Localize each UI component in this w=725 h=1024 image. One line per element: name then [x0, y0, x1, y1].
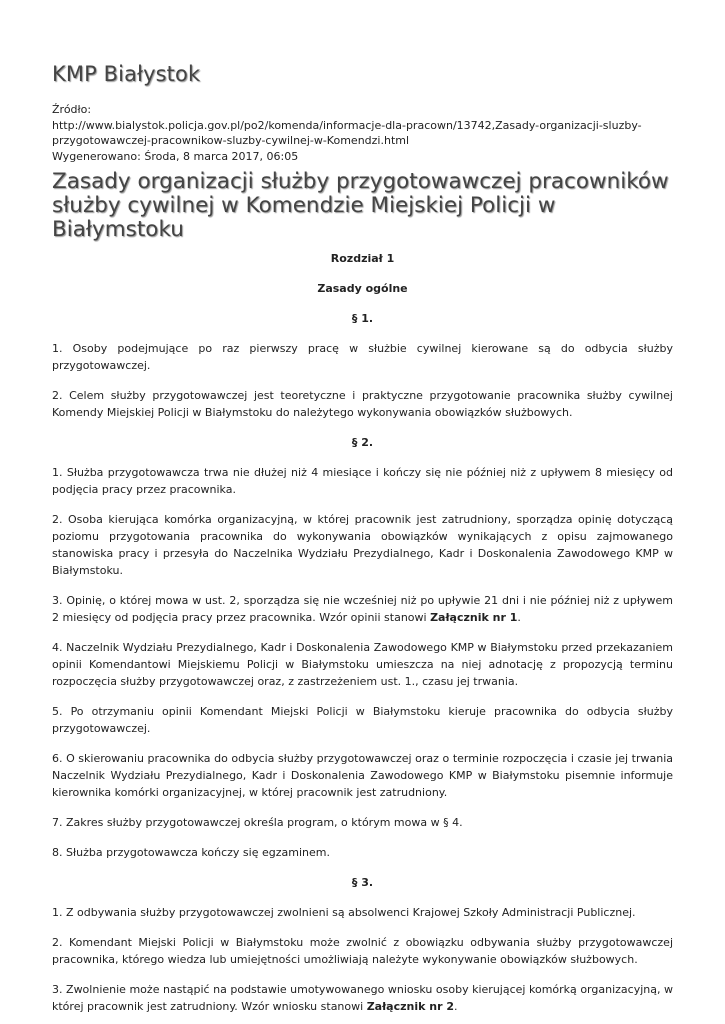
document-content: [52, 250, 673, 1015]
paragraph: 1. Osoby podejmujące po raz pierwszy pracę w służbie cywilnej kierowane są do odbycia służby przygotowawczej.: [52, 342, 673, 372]
source-label: Źródło:: [52, 103, 92, 116]
source-info: [52, 102, 677, 164]
paragraph: 1. Służba przygotowawcza trwa nie dłużej niż 4 miesiące i kończy się nie później niż z upływem 8 miesięcy od podjęcia pracy przez pracownika.: [52, 466, 673, 496]
section-heading: § 1.: [351, 312, 374, 325]
paragraph: 5. Po otrzymaniu opinii Komendant Miejski Policji w Białymstoku kieruje pracownika do odbycia służby przygotowawczej.: [52, 705, 673, 735]
chapter-title: Zasady ogólne: [317, 282, 408, 295]
paragraph-suffix: .: [517, 611, 521, 624]
paragraph: [52, 592, 673, 626]
paragraph-suffix: .: [454, 1000, 458, 1013]
paragraph: 7. Zakres służby przygotowawczej określa program, o którym mowa w § 4.: [52, 816, 463, 829]
site-title: KMP Białystok: [52, 62, 201, 86]
paragraph: 2. Celem służby przygotowawczej jest teoretyczne i praktyczne przygotowanie pracownika służby cywilnej Komendy Miejskiej Policji w Białymstoku do należytego wykonywania obowiązków służbowych.: [52, 389, 673, 419]
generated-date: Wygenerowano: Środa, 8 marca 2017, 06:05: [52, 149, 299, 163]
paragraph-text: 3. Zwolnienie może nastąpić na podstawie umotywowanego wniosku osoby kierującej komórką organizacyjną, w której pracownik jest zatrudniony. Wzór wniosku stanowi: [52, 983, 673, 1013]
document-title: Zasady organizacji służby przygotowawczej pracowników służby cywilnej w Komendzie Miejskiej Policji w Białymstoku: [52, 169, 669, 242]
source-url[interactable]: http://www.bialystok.policja.gov.pl/po2/komenda/informacje-dla-pracown/13742,Zasady-organizacji-sluzby-przygotowawczej-pracownikow-sluzby-cywilnej-w-Komendzi.html: [52, 118, 642, 147]
paragraph: 2. Osoba kierująca komórka organizacyjną, w której pracownik jest zatrudniony, sporządza opinię dotyczącą poziomu przygotowania pracownika do wykonywania obowiązków wynikających z opisu zajmowanego stanowiska pracy i przesyła do Naczelnika Wydziału Prezydialnego, Kadr i Doskonalenia Zawodowego KMP w Białymstoku.: [52, 513, 673, 577]
section-heading: § 2.: [351, 436, 374, 449]
section-heading: § 3.: [351, 876, 374, 889]
chapter-heading: Rozdział 1: [330, 252, 395, 265]
paragraph: [52, 981, 673, 1015]
attachment-reference: Załącznik nr 1: [430, 611, 518, 624]
paragraph: 8. Służba przygotowawcza kończy się egzaminem.: [52, 846, 330, 859]
paragraph: 2. Komendant Miejski Policji w Białymstoku może zwolnić z obowiązku odbywania służby przygotowawczej pracownika, którego wiedza lub umiejętności umożliwiają należyte wykonywanie obowiązków służbowych.: [52, 936, 673, 966]
paragraph-text: 3. Opinię, o której mowa w ust. 2, sporządza się nie wcześniej niż po upływie 21 dni i nie później niż z upływem 2 miesięcy od podjęcia pracy przez pracownika. Wzór opinii stanowi: [52, 594, 673, 624]
paragraph: 4. Naczelnik Wydziału Prezydialnego, Kadr i Doskonalenia Zawodowego KMP w Białymstoku przed przekazaniem opinii Komendantowi Miejskiemu Policji w Białymstoku umieszcza na niej adnotację z propozycją terminu rozpoczęcia służby przygotowawczej oraz, z zastrzeżeniem ust. 1., czasu jej trwania.: [52, 641, 673, 688]
paragraph: 1. Z odbywania służby przygotowawczej zwolnieni są absolwenci Krajowej Szkoły Administracji Publicznej.: [52, 906, 636, 919]
attachment-reference: Załącznik nr 2: [366, 1000, 454, 1013]
paragraph: 6. O skierowaniu pracownika do odbycia służby przygotowawczej oraz o terminie rozpoczęcia i czasie jej trwania Naczelnik Wydziału Prezydialnego, Kadr i Doskonalenia Zawodowego KMP w Białymstoku pisemnie informuje kierownika komórki organizacyjnej, w której pracownik jest zatrudniony.: [52, 752, 673, 799]
